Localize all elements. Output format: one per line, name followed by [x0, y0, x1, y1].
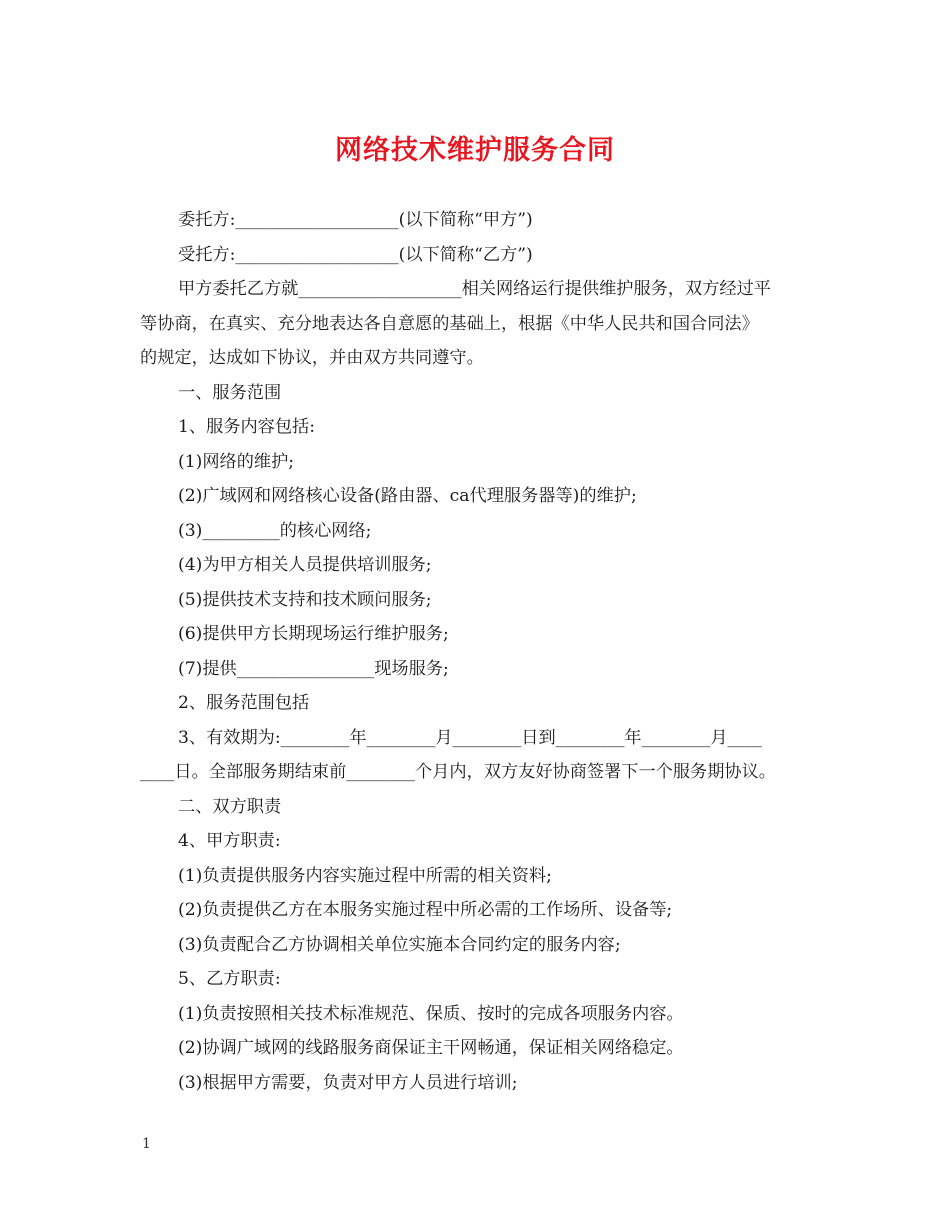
text-line-agent: 受托方:___________________(以下简称“乙方”)	[178, 244, 533, 265]
contract-title: 网络技术维护服务合同	[335, 135, 615, 166]
section-heading-duties: 二、双方职责	[178, 796, 282, 817]
list-item: (7)提供________________现场服务;	[178, 658, 449, 679]
list-item: (2)负责提供乙方在本服务实施过程中所必需的工作场所、设备等;	[178, 900, 673, 920]
section-heading-scope: 一、服务范围	[178, 382, 282, 403]
clause-4: 4、甲方职责:	[178, 831, 281, 851]
list-item: (3)_________的核心网络;	[178, 520, 372, 541]
clause-1: 1、服务内容包括:	[178, 417, 316, 437]
list-item: (1)网络的维护;	[178, 451, 295, 472]
list-item: (3)负责配合乙方协调相关单位实施本合同约定的服务内容;	[178, 934, 621, 955]
clause-3-validity: 3、有效期为:________年________月________日到________年________月____	[178, 727, 762, 748]
list-item: (2)协调广域网的线路服务商保证主干网畅通，保证相关网络稳定。	[178, 1038, 684, 1058]
contract-body	[140, 203, 820, 1100]
clause-3-validity-cont: ____日。全部服务期结束前________个月内，双方友好协商签署下一个服务期协议。	[140, 762, 776, 782]
text-line-preamble-3: 的规定，达成如下协议，并由双方共同遵守。	[140, 348, 484, 368]
list-item: (6)提供甲方长期现场运行维护服务;	[178, 624, 449, 644]
clause-5: 5、乙方职责:	[178, 969, 281, 989]
list-item: (5)提供技术支持和技术顾问服务;	[178, 589, 432, 610]
list-item: (2)广域网和网络核心设备(路由器、ca代理服务器等)的维护;	[178, 486, 637, 506]
list-item: (3)根据甲方需要，负责对甲方人员进行培训;	[178, 1072, 518, 1093]
text-line-preamble-1: 甲方委托乙方就___________________相关网络运行提供维护服务，双方经过平	[178, 279, 771, 299]
list-item: (4)为甲方相关人员提供培训服务;	[178, 555, 432, 575]
text-line-principal: 委托方:___________________(以下简称“甲方”)	[178, 210, 533, 230]
list-item: (1)负责提供服务内容实施过程中所需的相关资料;	[178, 865, 552, 886]
clause-2: 2、服务范围包括	[178, 693, 310, 713]
page-number: 1	[142, 1136, 151, 1152]
text-line-preamble-2: 等协商，在真实、充分地表达各自意愿的基础上，根据《中华人民共和国合同法》	[140, 313, 759, 334]
list-item: (1)负责按照相关技术标准规范、保质、按时的完成各项服务内容。	[178, 1003, 684, 1024]
